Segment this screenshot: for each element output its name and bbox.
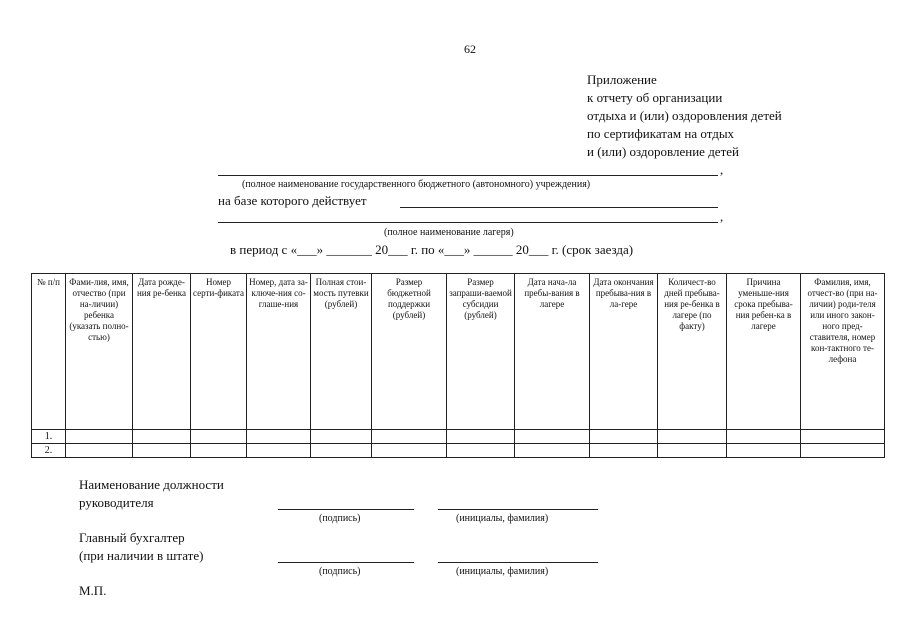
accountant-title — [79, 529, 203, 565]
col-header-start-date: Дата нача-ла пребы-вания в лагере — [515, 274, 590, 430]
head-name-caption: (инициалы, фамилия) — [456, 513, 549, 524]
accountant-signature-caption: (подпись) — [319, 566, 361, 577]
table-cell[interactable] — [191, 430, 247, 444]
table-cell[interactable] — [515, 430, 590, 444]
table-cell[interactable] — [66, 430, 133, 444]
accountant-signature-line[interactable] — [278, 552, 414, 563]
head-signature-line[interactable] — [278, 499, 414, 510]
head-title — [79, 476, 224, 512]
table-row — [32, 430, 885, 444]
table-cell[interactable] — [133, 430, 191, 444]
table-cell[interactable] — [658, 430, 727, 444]
camp-comma: , — [720, 209, 724, 224]
col-header-parent: Фамилия, имя, отчест-во (при на-личии) роди-теля или иного закон-ного пред-ставителя, номер кон-тактного те-лефона — [801, 274, 885, 430]
table-cell[interactable] — [447, 430, 515, 444]
table-cell[interactable] — [590, 430, 658, 444]
head-signature-caption: (подпись) — [319, 513, 361, 524]
row-number: 2. — [32, 444, 66, 458]
col-header-number: № п/п — [32, 274, 66, 430]
institution-name-line[interactable] — [218, 165, 718, 176]
col-header-budget-support: Размер бюджетной поддержки (рублей) — [372, 274, 447, 430]
table-cell[interactable] — [66, 444, 133, 458]
table-cell[interactable] — [372, 444, 447, 458]
table-cell[interactable] — [311, 444, 372, 458]
appendix-line: к отчету об организации — [587, 90, 723, 105]
table-header-row — [32, 274, 885, 430]
head-title-line1: Наименование должности — [79, 477, 224, 492]
table-cell[interactable] — [133, 444, 191, 458]
table-cell[interactable] — [801, 444, 885, 458]
row-number: 1. — [32, 430, 66, 444]
appendix-line: по сертификатам на отдых — [587, 126, 735, 141]
children-table — [31, 273, 885, 458]
col-header-child-name: Фами-лия, имя, отчество (при на-личии) ребенка (указать полно-стью) — [66, 274, 133, 430]
col-header-end-date: Дата окончания пребыва-ния в ла-гере — [590, 274, 658, 430]
table-cell[interactable] — [801, 430, 885, 444]
page-number: 62 — [464, 42, 476, 56]
appendix-line: Приложение — [587, 72, 657, 87]
appendix-header — [587, 71, 782, 161]
table-cell[interactable] — [372, 430, 447, 444]
table-cell[interactable] — [247, 444, 311, 458]
table-row — [32, 444, 885, 458]
institution-comma: , — [720, 162, 724, 177]
accountant-title-line1: Главный бухгалтер — [79, 530, 185, 545]
table-cell[interactable] — [590, 444, 658, 458]
col-header-reason: Причина уменьше-ния срока пребыва-ния ребен-ка в лагере — [727, 274, 801, 430]
head-title-line2: руководителя — [79, 495, 154, 510]
col-header-days: Количест-во дней пребыва-ния ре-бенка в лагере (по факту) — [658, 274, 727, 430]
table-cell[interactable] — [311, 430, 372, 444]
camp-caption: (полное наименование лагеря) — [384, 227, 514, 238]
seal-mark: М.П. — [79, 583, 107, 598]
base-line[interactable] — [400, 197, 718, 208]
table-cell[interactable] — [727, 430, 801, 444]
table-cell[interactable] — [658, 444, 727, 458]
col-header-full-cost: Полная стои-мость путевки (рублей) — [311, 274, 372, 430]
accountant-name-caption: (инициалы, фамилия) — [456, 566, 549, 577]
head-name-line[interactable] — [438, 499, 598, 510]
camp-name-line[interactable] — [218, 212, 718, 223]
base-label: на базе которого действует — [218, 193, 367, 208]
period-text: в период с «___» _______ 20___ г. по «___» ______ 20___ г. (срок заезда) — [230, 242, 634, 257]
accountant-name-line[interactable] — [438, 552, 598, 563]
col-header-certificate: Номер серти-фиката — [191, 274, 247, 430]
table-cell[interactable] — [515, 444, 590, 458]
table-cell[interactable] — [191, 444, 247, 458]
col-header-agreement: Номер, дата за-ключе-ния со-глаше-ния — [247, 274, 311, 430]
institution-caption: (полное наименование государственного бюджетного (автономного) учреждения) — [242, 179, 591, 190]
table-cell[interactable] — [727, 444, 801, 458]
appendix-line: и (или) оздоровление детей — [587, 144, 739, 159]
appendix-line: отдыха и (или) оздоровления детей — [587, 108, 782, 123]
table-cell[interactable] — [447, 444, 515, 458]
accountant-title-line2: (при наличии в штате) — [79, 548, 204, 563]
col-header-birth-date: Дата рожде-ния ре-бенка — [133, 274, 191, 430]
col-header-subsidy: Размер запраши-ваемой субсидии (рублей) — [447, 274, 515, 430]
table-cell[interactable] — [247, 430, 311, 444]
